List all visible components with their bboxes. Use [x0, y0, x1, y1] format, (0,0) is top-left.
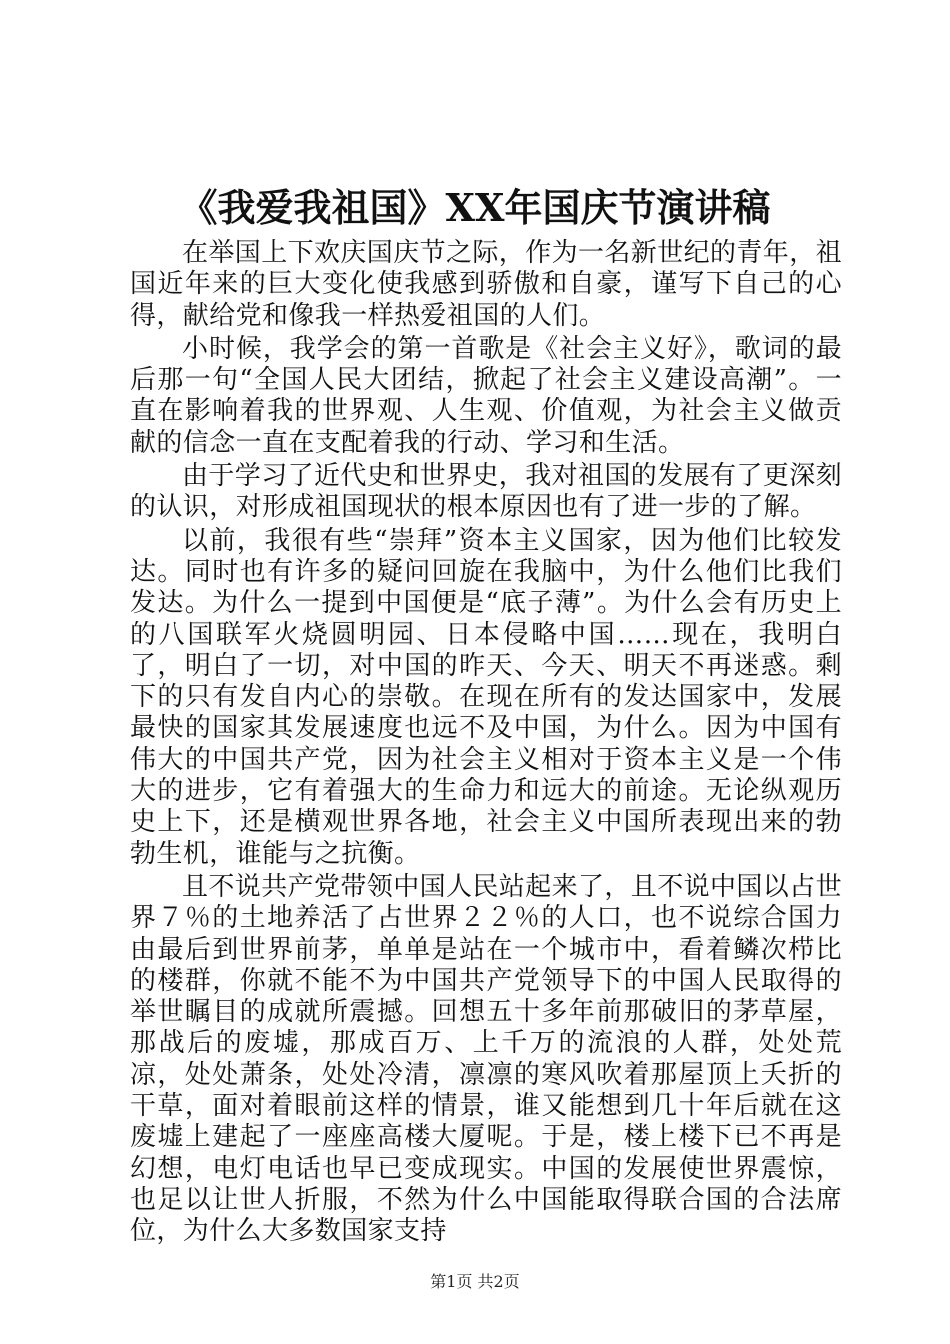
- page-title: 《我爱我祖国》XX年国庆节演讲稿: [179, 185, 771, 230]
- document-body: [130, 238, 842, 1250]
- paragraph-1: 在举国上下欢庆国庆节之际，作为一名新世纪的青年，祖国近年来的巨大变化使我感到骄傲和自豪，谨写下自己的心得，献给党和像我一样热爱祖国的人们。: [130, 238, 843, 331]
- paragraph-4: 以前，我很有些“崇拜”资本主义国家，因为他们比较发达。同时也有许多的疑问回旋在我脑中，为什么他们比我们发达。为什么一提到中国便是“底子薄”。为什么会有历史上的八国联军火烧圆明园、日本侵略中国……现在，我明白了，明白了一切，对中国的昨天、今天、明天不再迷惑。剩下的只有发自内心的崇敬。在现在所有的发达国家中，发展最快的国家其发展速度也远不及中国，为什么。因为中国有伟大的中国共产党，因为社会主义相对于资本主义是一个伟大的进步，它有着强大的生命力和远大的前途。无论纵观历史上下，还是横观世界各地，社会主义中国所表现出来的勃勃生机，谁能与之抗衡。: [130, 525, 842, 869]
- paragraph-3: 由于学习了近代史和世界史，我对祖国的发展有了更深刻的认识，对形成祖国现状的根本原因也有了进一步的了解。: [130, 461, 843, 523]
- paragraph-2: 小时候，我学会的第一首歌是《社会主义好》，歌词的最后那一句“全国人民大团结，掀起了社会主义建设高潮”。一直在影响着我的世界观、人生观、价值观，为社会主义做贡献的信念一直在支配着我的行动、学习和生活。: [130, 333, 842, 458]
- paragraph-5: 且不说共产党带领中国人民站起来了，且不说中国以占世界７％的土地养活了占世界２２％的人口，也不说综合国力由最后到世界前茅，单单是站在一个城市中，看着鳞次栉比的楼群，你就不能不为中国共产党领导下的中国人民取得的举世瞩目的成就所震撼。回想五十多年前那破旧的茅草屋，那战后的废墟，那成百万、上千万的流浪的人群，处处荒凉，处处萧条，处处冷清，凛凛的寒风吹着那屋顶上夭折的干草，面对着眼前这样的情景，谁又能想到几十年后就在这废墟上建起了一座座高楼大厦呢。于是，楼上楼下已不再是幻想，电灯电话也早已变成现实。中国的发展使世界震惊，也足以让世人折服，不然为什么中国能取得联合国的合法席位，为什么大多数国家支持: [130, 871, 843, 1247]
- page-footer: 第1页 共2页: [430, 1272, 520, 1291]
